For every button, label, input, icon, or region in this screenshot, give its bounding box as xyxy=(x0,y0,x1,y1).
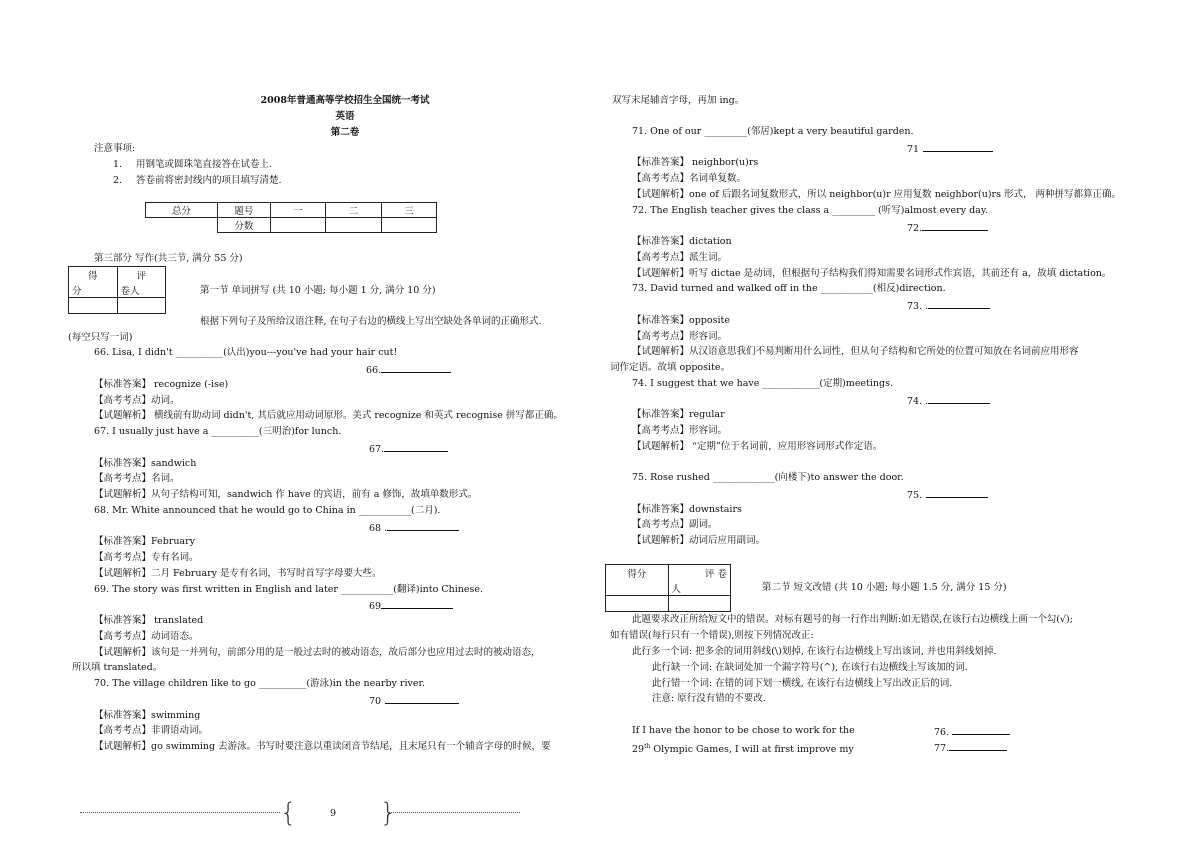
exam-volume: 第二卷 xyxy=(330,127,360,138)
exam-point-69: 【高考考点】动词语态。 xyxy=(94,631,199,642)
answer-blank-71[interactable] xyxy=(907,142,993,156)
passage-line-77 xyxy=(632,741,854,756)
analysis-70: 【试题解析】go swimming 去游泳。书写时要注意以重读闭音节结尾，且末尾只有一个辅音字母的时候，要 xyxy=(94,741,551,752)
section2-title: 第二节 短文改错 (共 10 小题; 每小题 1.5 分, 满分 15 分) xyxy=(762,582,1007,593)
exam-point-70: 【高考考点】非谓语动词。 xyxy=(94,725,209,736)
passage-blank-76-num: 76. xyxy=(934,727,950,738)
note-item-2-num: 2. xyxy=(113,175,123,186)
score-table-empty xyxy=(146,218,218,233)
standard-answer-69: 【标准答案】 translated xyxy=(94,615,204,626)
standard-answer-66: 【标准答案】 recognize (-ise) xyxy=(94,379,229,390)
standard-answer-68: 【标准答案】February xyxy=(94,536,196,547)
exam-point-74: 【高考考点】形容词。 xyxy=(632,425,728,436)
answer-blank-75-num: 75. xyxy=(907,490,923,501)
analysis-72: 【试题解析】听写 dictae 是动词，但根据句子结构我们得知需要名词形式作宾语，其前还有 a，故填 dictation。 xyxy=(632,268,1112,279)
analysis-73-cont: 词作定语。故填 opposite。 xyxy=(610,362,730,373)
section1-title: 第一节 单词拼写 (共 10 小题; 每小题 1 分, 满分 10 分) xyxy=(200,285,436,296)
footer-bracket-left: { xyxy=(280,798,297,828)
grader-box-score-1: 得 xyxy=(69,267,118,283)
answer-blank-71-num: 71 xyxy=(907,144,920,155)
analysis-68: 【试题解析】二月 February 是专有名词，书写时首写字母要大些。 xyxy=(94,568,382,579)
standard-answer-71: 【标准答案】 neighbor(u)rs xyxy=(632,157,759,168)
note-item-1-num: 1. xyxy=(113,159,123,170)
score-table-1: 一 xyxy=(271,203,326,218)
analysis-67: 【试题解析】从句子结构可知，sandwich 作 have 的宾语，前有 a 修饰，故填单数形式。 xyxy=(94,489,478,500)
analysis-74: 【试题解析】 “定期”位于名词前，应用形容词形式作定语。 xyxy=(632,441,883,452)
answer-blank-74[interactable] xyxy=(907,394,990,408)
analysis-69-cont: 所以填 translated。 xyxy=(72,662,163,673)
analysis-71: 【试题解析】one of 后跟名词复数形式，所以 neighbor(u)r 应用复数 neighbor(u)rs 形式， 两种拼写都算正确。 xyxy=(632,189,1121,200)
exam-point-73: 【高考考点】形容词。 xyxy=(632,331,728,342)
section2-rule-extra: 此行多一个词: 把多余的词用斜线(\)划掉, 在该行右边横线上写出该词, 并也用斜线划掉. xyxy=(632,646,997,657)
answer-blank-67-num: 67. xyxy=(369,444,385,455)
answer-blank-68-num: 68 . xyxy=(369,523,388,534)
exam-title: 2008年普通高等学校招生全国统一考试 xyxy=(260,95,430,106)
answer-blank-72-num: 72. xyxy=(907,223,923,234)
section2-box-grader-2: 人 xyxy=(668,580,731,596)
exam-point-68: 【高考考点】专有名词。 xyxy=(94,552,199,563)
exam-point-66: 【高考考点】动词。 xyxy=(94,395,180,406)
note-item-1: 用钢笔或圆珠笔直接答在试卷上. xyxy=(136,159,273,170)
analysis-73: 【试题解析】从汉语意思我们不易判断用什么词性，但从句子结构和它所处的位置可知放在名词前应用形容 xyxy=(632,346,1079,357)
grader-box-score-2: 分 xyxy=(69,282,118,298)
note-item-2: 答卷前将密封线内的项目填写清楚. xyxy=(136,175,282,186)
passage-blank-77[interactable] xyxy=(934,741,1007,755)
grader-box-score-input[interactable] xyxy=(69,298,118,314)
answer-blank-73[interactable] xyxy=(907,299,990,313)
question-68: 68. Mr. White announced that he would go to China in ___________(二月). xyxy=(94,505,441,516)
answer-blank-66[interactable] xyxy=(366,363,451,377)
question-73: 73. David turned and walked off in the ___________(相反)direction. xyxy=(632,283,946,294)
score-table-3: 三 xyxy=(381,203,436,218)
exam-point-71: 【高考考点】名词单复数。 xyxy=(632,173,747,184)
answer-blank-66-num: 66. xyxy=(366,365,382,376)
grader-box-grader-1: 评 xyxy=(117,267,166,283)
part3-grader-box xyxy=(68,266,166,314)
answer-blank-68[interactable] xyxy=(369,521,459,535)
standard-answer-74: 【标准答案】regular xyxy=(632,409,725,420)
section1-instruction: 根据下列句子及所给汉语注释, 在句子右边的横线上写出空缺处各单词的正确形式. xyxy=(200,316,542,327)
section2-box-score-input[interactable] xyxy=(606,596,669,612)
question-67: 67. I usually just have a __________(三明治)for lunch. xyxy=(94,426,342,437)
section2-rule-missing: 此行缺一个词: 在缺词处加一个漏字符号(^), 在该行右边横线上写该加的词. xyxy=(652,662,968,673)
exam-point-67: 【高考考点】名词。 xyxy=(94,473,180,484)
score-table xyxy=(145,202,437,233)
section2-box-grader-input[interactable] xyxy=(668,596,731,612)
answer-blank-75[interactable] xyxy=(907,488,988,502)
analysis-70-cont: 双写末尾辅音字母，再加 ing。 xyxy=(612,95,745,106)
question-74: 74. I suggest that we have ____________(定期)meetings. xyxy=(632,378,894,389)
exam-point-72: 【高考考点】派生词。 xyxy=(632,252,728,263)
answer-blank-69[interactable] xyxy=(369,599,453,613)
question-69: 69. The story was first written in English and later ___________(翻译)into Chinese. xyxy=(94,584,483,595)
question-70: 70. The village children like to go __________(游泳)in the nearby river. xyxy=(94,678,426,689)
answer-blank-69-num: 69 xyxy=(369,601,382,612)
footer-rule-right xyxy=(388,812,520,813)
exam-subject: 英语 xyxy=(335,111,355,122)
question-75: 75. Rose rushed _____________(向楼下)to answer the door. xyxy=(632,472,904,483)
passage-blank-76[interactable] xyxy=(934,725,1010,739)
score-table-score-label: 分数 xyxy=(217,218,270,233)
answer-blank-73-num: 73. . xyxy=(907,301,929,312)
answer-blank-70[interactable] xyxy=(369,694,459,708)
question-66: 66. Lisa, I didn't __________(认出)you---you've had your hair cut! xyxy=(94,347,398,358)
grader-box-grader-input[interactable] xyxy=(117,298,166,314)
standard-answer-72: 【标准答案】dictation xyxy=(632,236,732,247)
passage-line-77-ordinal: 29 xyxy=(632,744,645,756)
score-cell-2[interactable] xyxy=(326,218,381,233)
score-cell-3[interactable] xyxy=(381,218,436,233)
analysis-66: 【试题解析】 横线前有助动词 didn't, 其后就应用动词原形。美式 recognize 和英式 recognise 拼写都正确。 xyxy=(94,410,563,421)
section2-box-score-blank xyxy=(606,580,669,596)
right-column xyxy=(600,0,1200,848)
footer-rule-left xyxy=(80,812,280,813)
section1-instruction-note: (每空只写一词) xyxy=(68,332,133,343)
answer-blank-72[interactable] xyxy=(907,221,988,235)
section2-box-grader: 评 卷 xyxy=(668,565,731,581)
exam-point-75: 【高考考点】副词。 xyxy=(632,519,718,530)
answer-blank-74-num: 74. . xyxy=(907,396,929,407)
section2-instruction-2: 如有错误(每行只有一个错误),则按下列情况改正: xyxy=(610,630,814,641)
section2-instruction-1: 此题要求改正所给短文中的错误。对标有题号的每一行作出判断:如无错误,在该行右边横线上画一个勾(√); xyxy=(632,614,1073,625)
question-71: 71. One of our _________(邻居)kept a very beautiful garden. xyxy=(632,126,914,137)
question-72: 72. The English teacher gives the class a _________ (听写)almost every day. xyxy=(632,205,988,216)
standard-answer-67: 【标准答案】sandwich xyxy=(94,458,197,469)
section2-note: 注意: 原行没有错的不要改. xyxy=(652,693,766,704)
analysis-69: 【试题解析】该句是一并列句，前部分用的是一般过去时的被动语态，故后部分也应用过去时的被动语态， xyxy=(94,647,541,658)
notes-heading: 注意事项: xyxy=(94,143,136,154)
analysis-75: 【试题解析】动词后应用副词。 xyxy=(632,535,766,546)
section2-box-score: 得分 xyxy=(606,565,669,581)
standard-answer-70: 【标准答案】swimming xyxy=(94,710,201,721)
passage-line-76: If I have the honor to be chose to work for the xyxy=(632,725,855,736)
score-cell-1[interactable] xyxy=(271,218,326,233)
standard-answer-73: 【标准答案】opposite xyxy=(632,315,730,326)
part3-heading: 第三部分 写作(共三节, 满分 55 分) xyxy=(94,253,243,264)
answer-blank-70-num: 70 xyxy=(369,696,382,707)
score-table-2: 二 xyxy=(326,203,381,218)
passage-blank-77-num: 77. xyxy=(934,743,950,754)
answer-blank-67[interactable] xyxy=(369,442,448,456)
section2-grader-box xyxy=(605,564,731,612)
grader-box-grader-2: 卷人 xyxy=(117,282,166,298)
section2-rule-wrong: 此行错一个词: 在错的词下划一横线, 在该行右边横线上写出改正后的词. xyxy=(652,678,953,689)
score-table-qnum: 题号 xyxy=(217,203,270,218)
footer-bracket-right: } xyxy=(380,798,397,828)
passage-line-77-ordinal-suffix: th xyxy=(644,743,651,750)
page-number: 9 xyxy=(329,808,337,819)
score-table-total: 总分 xyxy=(146,203,218,218)
passage-line-77-text: Olympic Games, I will at first improve my xyxy=(650,744,854,756)
standard-answer-75: 【标准答案】downstairs xyxy=(632,504,742,515)
